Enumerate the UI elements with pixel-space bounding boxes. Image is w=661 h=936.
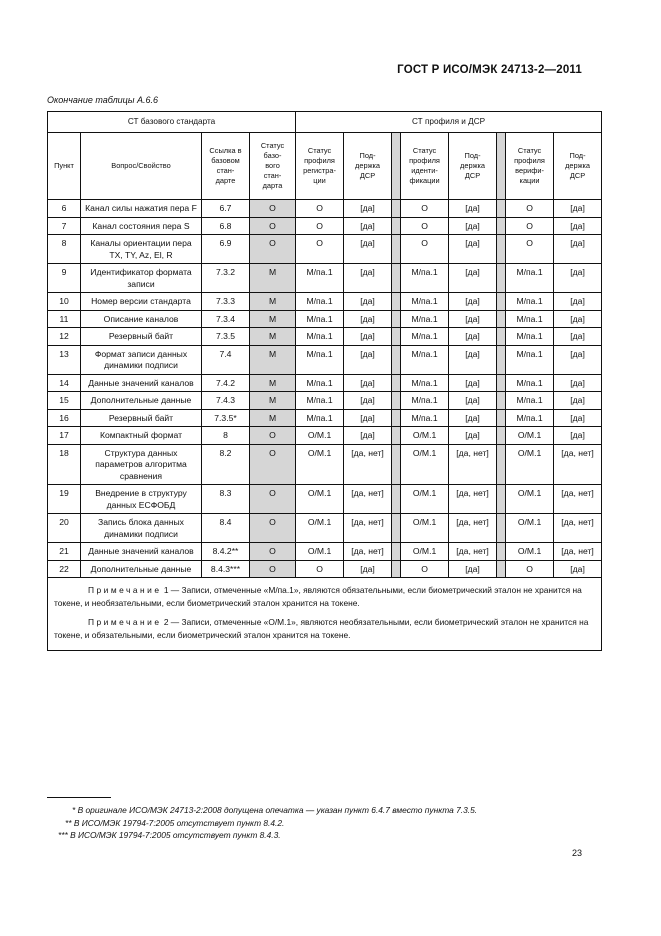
- cell-spacer: [497, 374, 506, 392]
- footnotes: [58, 804, 477, 842]
- cell-ident-status: O: [401, 200, 449, 218]
- cell-base-status: O: [250, 543, 296, 561]
- cell-ident-status: O: [401, 217, 449, 235]
- cell-base-status: M: [250, 328, 296, 346]
- col-header-verif-status: [506, 133, 554, 200]
- table-row: [48, 235, 602, 264]
- note-text: — Записи, отмеченные «M/па.1», являются обязательными, если биометрический эталон не хранится на токене, и необязательными, если биометрический эталон хранится на токене.: [54, 585, 582, 608]
- cell-item: 21: [48, 543, 81, 561]
- table-row: [48, 543, 602, 561]
- notes-cell: [48, 578, 602, 651]
- cell-item: 19: [48, 485, 81, 514]
- cell-ref: 8.3: [202, 485, 250, 514]
- cell-verif-support: [да]: [554, 560, 602, 578]
- cell-question: Структура данных параметров алгоритма сравнения: [81, 444, 202, 485]
- cell-ident-support: [да, нет]: [449, 543, 497, 561]
- standard-designation: ГОСТ Р ИСО/МЭК 24713-2—2011: [397, 64, 582, 76]
- cell-ident-support: [да]: [449, 217, 497, 235]
- cell-ident-status: O/M.1: [401, 427, 449, 445]
- cell-reg-support: [да, нет]: [344, 444, 392, 485]
- header-line: Статус: [260, 141, 285, 150]
- cell-ident-status: O: [401, 560, 449, 578]
- cell-item: 13: [48, 345, 81, 374]
- cell-verif-status: O: [506, 560, 554, 578]
- cell-spacer: [392, 560, 401, 578]
- cell-base-status: M: [250, 345, 296, 374]
- cell-verif-status: O: [506, 200, 554, 218]
- header-line: стан-: [263, 171, 282, 180]
- cell-reg-support: [да]: [344, 345, 392, 374]
- cell-ref: 8.2: [202, 444, 250, 485]
- cell-item: 18: [48, 444, 81, 485]
- cell-base-status: M: [250, 409, 296, 427]
- header-line: верифи-: [515, 166, 544, 175]
- cell-spacer: [497, 264, 506, 293]
- cell-question: Запись блока данных динамики подписи: [81, 514, 202, 543]
- page-number: 23: [571, 848, 582, 858]
- cell-spacer: [392, 328, 401, 346]
- header-line: Ссылка в: [209, 146, 242, 155]
- cell-ident-support: [да]: [449, 374, 497, 392]
- cell-spacer: [497, 560, 506, 578]
- col-header-ident-support: [449, 133, 497, 200]
- cell-ident-status: M/па.1: [401, 264, 449, 293]
- cell-item: 10: [48, 293, 81, 311]
- header-line: Под-: [569, 151, 586, 160]
- note-number: 1: [163, 585, 169, 595]
- cell-question: Канал силы нажатия пера F: [81, 200, 202, 218]
- cell-spacer: [497, 514, 506, 543]
- cell-spacer: [497, 392, 506, 410]
- cell-verif-status: M/па.1: [506, 328, 554, 346]
- header-line: базо-: [263, 151, 282, 160]
- cell-question: Формат записи данных динамики подписи: [81, 345, 202, 374]
- col-header-ident-status: [401, 133, 449, 200]
- cell-verif-support: [да]: [554, 200, 602, 218]
- cell-ref: 6.8: [202, 217, 250, 235]
- header-line: кации: [519, 176, 540, 185]
- cell-base-status: M: [250, 264, 296, 293]
- cell-item: 12: [48, 328, 81, 346]
- footnote-1: * В оригинале ИСО/МЭК 24713-2:2008 допущена опечатка — указан пункт 6.4.7 вместо пункта 7.3.5.: [72, 805, 478, 815]
- cell-question: Дополнительные данные: [81, 560, 202, 578]
- col-header-base-status: [250, 133, 296, 200]
- cell-verif-support: [да]: [554, 392, 602, 410]
- cell-reg-support: [да]: [344, 409, 392, 427]
- cell-verif-support: [да]: [554, 374, 602, 392]
- header-line: держка: [355, 161, 381, 170]
- cell-verif-support: [да, нет]: [554, 514, 602, 543]
- cell-ref: 7.3.3: [202, 293, 250, 311]
- cell-reg-support: [да]: [344, 427, 392, 445]
- cell-spacer: [497, 485, 506, 514]
- table-row: [48, 444, 602, 485]
- cell-ident-status: M/па.1: [401, 328, 449, 346]
- header-line: иденти-: [411, 166, 438, 175]
- table-row: [48, 374, 602, 392]
- cell-reg-support: [да]: [344, 200, 392, 218]
- table-row: [48, 427, 602, 445]
- cell-reg-status: M/па.1: [296, 392, 344, 410]
- cell-spacer: [392, 235, 401, 264]
- cell-base-status: O: [250, 444, 296, 485]
- header-line: ДСР: [464, 171, 481, 180]
- cell-ident-support: [да]: [449, 200, 497, 218]
- cell-spacer: [392, 427, 401, 445]
- cell-reg-support: [да]: [344, 328, 392, 346]
- cell-spacer: [392, 485, 401, 514]
- header-line: ДСР: [359, 171, 376, 180]
- cell-spacer: [497, 328, 506, 346]
- cell-spacer: [392, 374, 401, 392]
- cell-reg-status: M/па.1: [296, 374, 344, 392]
- cell-reg-support: [да]: [344, 217, 392, 235]
- header-line: держка: [460, 161, 486, 170]
- cell-verif-support: [да]: [554, 328, 602, 346]
- cell-question: Номер версии стандарта: [81, 293, 202, 311]
- header-line: вого: [265, 161, 280, 170]
- cell-question: Дополнительные данные: [81, 392, 202, 410]
- cell-spacer: [497, 200, 506, 218]
- cell-ident-support: [да]: [449, 328, 497, 346]
- cell-spacer: [392, 543, 401, 561]
- cell-reg-support: [да, нет]: [344, 485, 392, 514]
- cell-spacer: [497, 310, 506, 328]
- cell-spacer: [497, 409, 506, 427]
- header-line: Статус: [412, 146, 437, 155]
- cell-reg-status: M/па.1: [296, 310, 344, 328]
- cell-ident-status: M/па.1: [401, 310, 449, 328]
- cell-verif-support: [да]: [554, 217, 602, 235]
- col-header-reg-status: [296, 133, 344, 200]
- table-row: [48, 345, 602, 374]
- col-header-item: Пункт: [48, 133, 81, 200]
- cell-reg-support: [да]: [344, 392, 392, 410]
- header-line: профиля: [514, 156, 545, 165]
- table-row: [48, 217, 602, 235]
- col-header-reg-support: [344, 133, 392, 200]
- cell-ident-support: [да]: [449, 560, 497, 578]
- cell-ident-support: [да]: [449, 264, 497, 293]
- cell-reg-status: M/па.1: [296, 409, 344, 427]
- col-header-spacer: [392, 133, 401, 200]
- table-row: [48, 328, 602, 346]
- cell-base-status: O: [250, 560, 296, 578]
- cell-verif-support: [да]: [554, 427, 602, 445]
- table-row: [48, 293, 602, 311]
- cell-spacer: [497, 444, 506, 485]
- footnote-separator: [47, 797, 111, 798]
- cell-item: 6: [48, 200, 81, 218]
- cell-spacer: [392, 310, 401, 328]
- group-header-base: СТ базового стандарта: [48, 112, 296, 133]
- header-line: Статус: [517, 146, 542, 155]
- cell-reg-status: O/M.1: [296, 514, 344, 543]
- cell-item: 15: [48, 392, 81, 410]
- cell-spacer: [392, 345, 401, 374]
- cell-item: 20: [48, 514, 81, 543]
- cell-verif-support: [да, нет]: [554, 485, 602, 514]
- cell-reg-status: O: [296, 235, 344, 264]
- header-line: Под-: [464, 151, 481, 160]
- table-row: [48, 560, 602, 578]
- cell-base-status: O: [250, 235, 296, 264]
- cell-verif-status: M/па.1: [506, 310, 554, 328]
- cell-verif-status: M/па.1: [506, 374, 554, 392]
- header-line: дарте: [215, 176, 236, 185]
- cell-question: Описание каналов: [81, 310, 202, 328]
- cell-spacer: [497, 235, 506, 264]
- cell-verif-status: O: [506, 235, 554, 264]
- header-line: держка: [565, 161, 591, 170]
- footnote-2: ** В ИСО/МЭК 19794-7:2005 отсутствует пункт 8.4.2.: [65, 817, 285, 828]
- group-header-row: [48, 112, 602, 133]
- notes-row: [48, 578, 602, 651]
- note-1: [54, 584, 595, 610]
- cell-reg-status: O/M.1: [296, 444, 344, 485]
- cell-reg-support: [да]: [344, 374, 392, 392]
- cell-ref: 7.4.2: [202, 374, 250, 392]
- cell-ident-status: M/па.1: [401, 392, 449, 410]
- cell-spacer: [497, 217, 506, 235]
- table-row: [48, 514, 602, 543]
- cell-spacer: [497, 345, 506, 374]
- cell-item: 16: [48, 409, 81, 427]
- cell-spacer: [392, 217, 401, 235]
- cell-ident-support: [да, нет]: [449, 444, 497, 485]
- cell-ref: 8.4.2**: [202, 543, 250, 561]
- table-row: [48, 310, 602, 328]
- header-line: ДСР: [569, 171, 586, 180]
- table-row: [48, 409, 602, 427]
- cell-reg-status: O/M.1: [296, 543, 344, 561]
- header-line: стан-: [216, 166, 235, 175]
- cell-question: Каналы ориентации пера TX, TY, Az, El, R: [81, 235, 202, 264]
- note-label: Примечание: [88, 585, 162, 595]
- footnote-3: *** В ИСО/МЭК 19794-7:2005 отсутствует пункт 8.4.3.: [58, 830, 281, 840]
- header-line: ции: [313, 176, 326, 185]
- cell-item: 11: [48, 310, 81, 328]
- cell-reg-status: M/па.1: [296, 345, 344, 374]
- cell-verif-status: M/па.1: [506, 264, 554, 293]
- cell-base-status: M: [250, 310, 296, 328]
- cell-spacer: [497, 427, 506, 445]
- cell-ident-status: M/па.1: [401, 345, 449, 374]
- cell-verif-status: M/па.1: [506, 409, 554, 427]
- cell-spacer: [392, 444, 401, 485]
- cell-verif-support: [да]: [554, 293, 602, 311]
- table-row: [48, 200, 602, 218]
- cell-ident-status: M/па.1: [401, 374, 449, 392]
- cell-ident-support: [да]: [449, 235, 497, 264]
- table-caption: Окончание таблицы А.6.6: [47, 95, 158, 105]
- cell-question: Компактный формат: [81, 427, 202, 445]
- cell-base-status: M: [250, 374, 296, 392]
- cell-ref: 7.4: [202, 345, 250, 374]
- cell-item: 8: [48, 235, 81, 264]
- requirements-table: [47, 111, 602, 651]
- cell-verif-support: [да]: [554, 310, 602, 328]
- cell-spacer: [392, 514, 401, 543]
- table-row: [48, 264, 602, 293]
- cell-verif-support: [да, нет]: [554, 543, 602, 561]
- header-line: профиля: [304, 156, 335, 165]
- cell-spacer: [392, 409, 401, 427]
- cell-reg-support: [да]: [344, 235, 392, 264]
- cell-ident-support: [да, нет]: [449, 514, 497, 543]
- table-row: [48, 485, 602, 514]
- cell-question: Резервный байт: [81, 328, 202, 346]
- cell-ref: 7.3.2: [202, 264, 250, 293]
- cell-ident-support: [да, нет]: [449, 485, 497, 514]
- cell-ident-status: O/M.1: [401, 444, 449, 485]
- cell-verif-support: [да]: [554, 264, 602, 293]
- cell-reg-status: M/па.1: [296, 264, 344, 293]
- header-line: фикации: [409, 176, 440, 185]
- cell-verif-status: M/па.1: [506, 293, 554, 311]
- table-row: [48, 392, 602, 410]
- cell-ref: 8.4.3***: [202, 560, 250, 578]
- cell-base-status: M: [250, 392, 296, 410]
- col-header-ref: [202, 133, 250, 200]
- cell-ident-status: O/M.1: [401, 543, 449, 561]
- cell-ref: 6.7: [202, 200, 250, 218]
- cell-spacer: [392, 200, 401, 218]
- col-header-spacer: [497, 133, 506, 200]
- cell-ident-support: [да]: [449, 427, 497, 445]
- cell-base-status: M: [250, 293, 296, 311]
- cell-verif-support: [да]: [554, 409, 602, 427]
- cell-reg-support: [да]: [344, 310, 392, 328]
- cell-verif-support: [да]: [554, 345, 602, 374]
- cell-verif-status: O/M.1: [506, 485, 554, 514]
- cell-ident-status: O/M.1: [401, 485, 449, 514]
- cell-verif-status: O/M.1: [506, 543, 554, 561]
- cell-reg-status: O: [296, 200, 344, 218]
- cell-ref: 7.4.3: [202, 392, 250, 410]
- cell-spacer: [497, 543, 506, 561]
- cell-reg-support: [да]: [344, 293, 392, 311]
- header-line: дарта: [262, 181, 283, 190]
- cell-reg-status: O: [296, 217, 344, 235]
- cell-ref: 8: [202, 427, 250, 445]
- cell-item: 17: [48, 427, 81, 445]
- cell-ident-support: [да]: [449, 409, 497, 427]
- cell-ident-status: M/па.1: [401, 409, 449, 427]
- cell-reg-support: [да]: [344, 264, 392, 293]
- note-2: [54, 616, 595, 642]
- cell-ident-support: [да]: [449, 345, 497, 374]
- cell-ref: 6.9: [202, 235, 250, 264]
- cell-verif-support: [да, нет]: [554, 444, 602, 485]
- cell-spacer: [392, 392, 401, 410]
- cell-ident-support: [да]: [449, 293, 497, 311]
- cell-reg-status: O/M.1: [296, 485, 344, 514]
- cell-ref: 8.4: [202, 514, 250, 543]
- note-text: — Записи, отмеченные «O/M.1», являются необязательными, если биометрический эталон не хранится на токене, и обязательными, если биометрический эталон хранится на токене.: [54, 617, 589, 640]
- cell-reg-status: O: [296, 560, 344, 578]
- cell-ref: 7.3.5: [202, 328, 250, 346]
- header-line: Статус: [307, 146, 332, 155]
- cell-ref: 7.3.5*: [202, 409, 250, 427]
- cell-ident-status: O/M.1: [401, 514, 449, 543]
- cell-verif-status: O/M.1: [506, 514, 554, 543]
- header-line: регистра-: [303, 166, 336, 175]
- cell-spacer: [392, 293, 401, 311]
- cell-question: Данные значений каналов: [81, 374, 202, 392]
- cell-question: Данные значений каналов: [81, 543, 202, 561]
- header-line: профиля: [409, 156, 440, 165]
- cell-reg-support: [да, нет]: [344, 514, 392, 543]
- cell-verif-status: M/па.1: [506, 345, 554, 374]
- cell-base-status: O: [250, 514, 296, 543]
- header-line: Под-: [359, 151, 376, 160]
- cell-item: 14: [48, 374, 81, 392]
- cell-verif-status: O/M.1: [506, 427, 554, 445]
- cell-base-status: O: [250, 427, 296, 445]
- cell-base-status: O: [250, 217, 296, 235]
- cell-verif-status: O: [506, 217, 554, 235]
- cell-reg-support: [да]: [344, 560, 392, 578]
- cell-spacer: [497, 293, 506, 311]
- cell-item: 9: [48, 264, 81, 293]
- cell-ident-status: M/па.1: [401, 293, 449, 311]
- cell-spacer: [392, 264, 401, 293]
- note-number: 2: [163, 617, 169, 627]
- col-header-verif-support: [554, 133, 602, 200]
- header-line: базовом: [211, 156, 240, 165]
- cell-verif-support: [да]: [554, 235, 602, 264]
- cell-question: Канал состояния пера S: [81, 217, 202, 235]
- cell-ident-status: O: [401, 235, 449, 264]
- cell-reg-support: [да, нет]: [344, 543, 392, 561]
- cell-ref: 7.3.4: [202, 310, 250, 328]
- cell-base-status: O: [250, 200, 296, 218]
- cell-ident-support: [да]: [449, 392, 497, 410]
- note-label: Примечание: [88, 617, 162, 627]
- cell-question: Внедрение в структуру данных ЕСФОБД: [81, 485, 202, 514]
- cell-question: Идентификатор формата записи: [81, 264, 202, 293]
- column-header-row: [48, 133, 602, 200]
- cell-reg-status: M/па.1: [296, 293, 344, 311]
- cell-verif-status: M/па.1: [506, 392, 554, 410]
- cell-reg-status: O/M.1: [296, 427, 344, 445]
- cell-base-status: O: [250, 485, 296, 514]
- cell-reg-status: M/па.1: [296, 328, 344, 346]
- cell-item: 22: [48, 560, 81, 578]
- cell-question: Резервный байт: [81, 409, 202, 427]
- cell-item: 7: [48, 217, 81, 235]
- cell-verif-status: O/M.1: [506, 444, 554, 485]
- group-header-profile: СТ профиля и ДСР: [296, 112, 602, 133]
- cell-ident-support: [да]: [449, 310, 497, 328]
- col-header-question: Вопрос/Свойство: [81, 133, 202, 200]
